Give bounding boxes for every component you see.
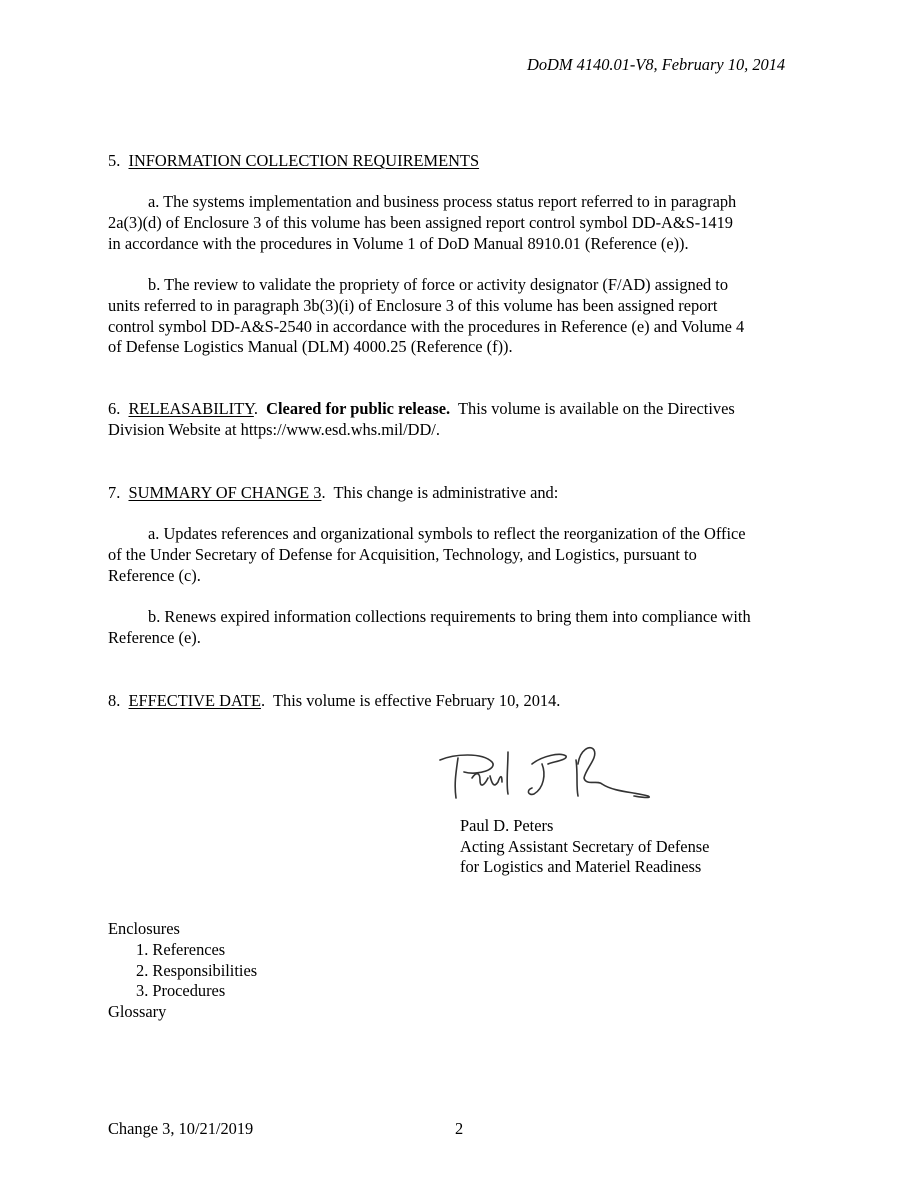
section-7-text: This change is administrative and:: [333, 483, 559, 502]
section-7-title: SUMMARY OF CHANGE 3: [128, 483, 322, 502]
paragraph-line: b. The review to validate the propriety of force or activity designator (F/AD) assigned to: [148, 275, 729, 294]
paragraph-line: of the Under Secretary of Defense for Acquisition, Technology, and Logistics, pursuant to: [108, 544, 697, 564]
enclosures-heading: Enclosures: [108, 919, 180, 938]
paragraph-line: in accordance with the procedures in Volume 1 of DoD Manual 8910.01 (Reference (e)).: [108, 233, 689, 253]
section-6-text-2: Division Website at https://www.esd.whs.mil/DD/.: [108, 419, 440, 439]
section-5-heading: [108, 150, 479, 171]
section-5-paragraph-b: [108, 275, 828, 358]
document-header: DoDM 4140.01-V8, February 10, 2014: [527, 55, 786, 74]
enclosure-item: 1. References: [136, 940, 226, 959]
section-7-paragraph-b: [108, 607, 828, 649]
glossary-label: Glossary: [108, 1002, 167, 1021]
paragraph-line: units referred to in paragraph 3b(3)(i) of Enclosure 3 of this volume has been assigned report: [108, 295, 718, 315]
handwritten-signature: [434, 738, 656, 802]
paragraph-line: Reference (c).: [108, 565, 201, 585]
signatory-title-line-1: Acting Assistant Secretary of Defense: [460, 837, 710, 856]
page-number: 2: [455, 1119, 464, 1138]
section-8-text: This volume is effective February 10, 2014.: [273, 691, 561, 710]
section-7-heading: 7. SUMMARY OF CHANGE 3. This change is administrative and:: [108, 483, 559, 502]
section-7-paragraph-a: [108, 524, 828, 586]
paragraph-line: 2a(3)(d) of Enclosure 3 of this volume has been assigned report control symbol DD-A&S-1419: [108, 212, 733, 232]
cleared-statement: Cleared for public release.: [266, 399, 451, 418]
section-5-paragraph-a: [108, 192, 828, 254]
section-6-line-1: 6. RELEASABILITY. Cleared for public release. This volume is available on the Directives: [108, 399, 735, 418]
section-6: [108, 399, 828, 441]
enclosure-item: 2. Responsibilities: [136, 961, 258, 980]
signatory-title-line-2: for Logistics and Materiel Readiness: [460, 857, 702, 876]
section-5-number: 5.: [108, 151, 121, 170]
paragraph-line: Reference (e).: [108, 627, 201, 647]
paragraph-line: of Defense Logistics Manual (DLM) 4000.25 (Reference (f)).: [108, 337, 513, 357]
enclosure-item: 3. Procedures: [136, 981, 226, 1000]
footer-change-date: Change 3, 10/21/2019: [108, 1119, 254, 1138]
paragraph-line: control symbol DD-A&S-2540 in accordance with the procedures in Reference (e) and Volume 4: [108, 316, 745, 336]
section-6-number: 6.: [108, 399, 121, 418]
paragraph-line: a. Updates references and organizational symbols to reflect the reorganization of the Office: [148, 524, 746, 543]
section-6-text-1: This volume is available on the Directives: [457, 399, 735, 418]
section-7-number: 7.: [108, 483, 121, 502]
signatory-name: Paul D. Peters: [460, 816, 554, 835]
section-8-number: 8.: [108, 691, 121, 710]
paragraph-line: b. Renews expired information collections requirements to bring them into compliance with: [148, 607, 751, 626]
section-8-heading: 8. EFFECTIVE DATE. This volume is effective February 10, 2014.: [108, 691, 561, 710]
section-8-title: EFFECTIVE DATE: [128, 691, 261, 710]
section-5-title: INFORMATION COLLECTION REQUIREMENTS: [128, 151, 480, 170]
paragraph-line: a. The systems implementation and business process status report referred to in paragraph: [148, 192, 737, 211]
section-6-title: RELEASABILITY: [128, 399, 254, 418]
